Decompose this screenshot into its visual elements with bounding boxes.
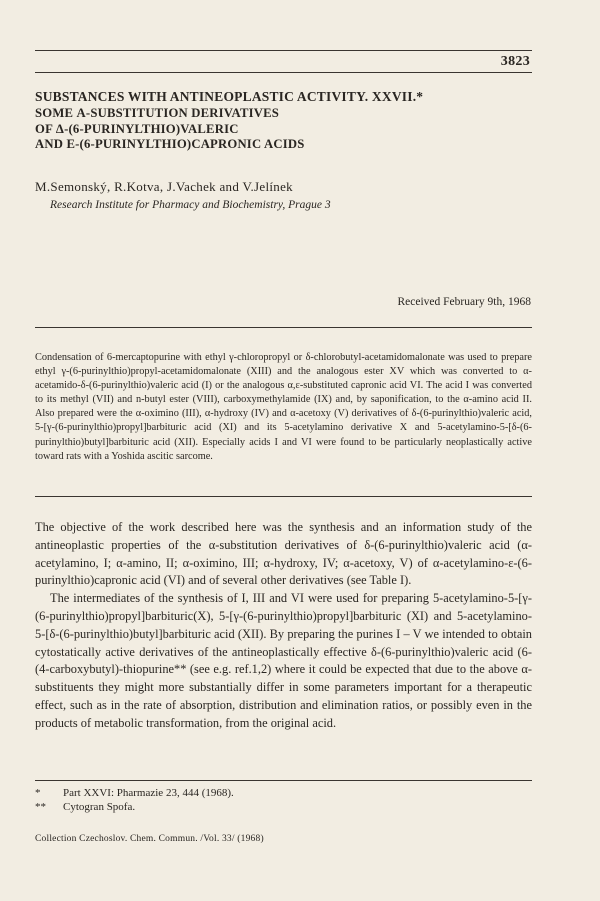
paper-title	[35, 106, 304, 153]
page-number: 3823	[500, 54, 530, 69]
footnote-mark: **	[35, 800, 46, 813]
body-text	[35, 519, 532, 733]
abstract-top-rule	[35, 327, 532, 328]
author-list: M.Semonský, R.Kotva, J.Vachek and V.Jelínek	[35, 179, 293, 194]
footnote	[35, 787, 532, 801]
footnote-text: Part XXVI: Pharmazie 23, 444 (1968).	[63, 787, 234, 799]
footnote	[35, 801, 532, 815]
body-paragraph: The intermediates of the synthesis of I, III and VI were used for preparing 5-acetylamino-5-[γ-(6-purinylthio)propyl]barbituric(X), 5-[γ-(6-purinylthio)propyl]barbituric (XI) and 5-acetylamino-5-[δ-(6-purinylthio)butyl]barbituric acid (XII). By preparing the purines I – V we intended to obtain cytostatically active derivatives of the antineoplastically effective δ-(6-purinylthio)valeric acid (6-(4-carboxybutyl)-thiopurine** (see e.g. ref.1,2) where it could be expected that due to the above α-substituents they might more substantially differ in some parameters important for a therapeutic effect, such as in the rate of absorption, distribution and elimination ratios, or possibly even in the products of metabolic transformation, from the original acid.	[35, 591, 532, 730]
abstract	[35, 351, 532, 464]
footnote-mark: *	[35, 787, 41, 799]
received-date: Received February 9th, 1968	[397, 296, 531, 308]
series-title: SUBSTANCES WITH ANTINEOPLASTIC ACTIVITY. XXVII.*	[35, 89, 424, 104]
paper-title-line: OF Δ-(6-PURINYLTHIO)VALERIC	[35, 121, 239, 136]
header-rule	[35, 72, 532, 73]
body-paragraph: The objective of the work described here was the synthesis and an information study of the antineoplastic properties of the α-substitution derivatives of δ-(6-purinylthio)valeric acid (α-acetylamino, I; α-amino, II; α-oximino, III; α-hydroxy, IV; α-acetoxy, V) of α-acetylamino-ε-(6-purinylthio)capronic acid (VI) and of several other derivatives (see Table I).	[35, 520, 532, 588]
journal-footer: Collection Czechoslov. Chem. Commun. /Vol. 33/ (1968)	[35, 834, 264, 844]
footnote-rule	[35, 780, 532, 781]
paper-title-line: AND Ε-(6-PURINYLTHIO)CAPRONIC ACIDS	[35, 137, 305, 151]
footnotes	[35, 787, 532, 814]
affiliation: Research Institute for Pharmacy and Biochemistry, Prague 3	[50, 199, 331, 211]
paper-title-line: SOME Α-SUBSTITUTION DERIVATIVES	[35, 106, 280, 120]
top-rule	[35, 50, 532, 51]
abstract-bottom-rule	[35, 496, 532, 497]
footnote-text: Cytogran Spofa.	[63, 800, 136, 813]
abstract-text: Condensation of 6-mercaptopurine with ethyl γ-chloropropyl or δ-chlorobutyl-acetamidomalonate was used to prepare ethyl γ-(6-purinylthio)propyl-acetamidomalonate (XIII) and the analogous ester XV which was converted to α-acetamido-δ-(6-purinylthio)valeric acid (I) or the analogous α,ε-substituted capronic acid VI. The acid I was converted to its methyl (VII) and n-butyl ester (VIII), carboxymethylamide (IX) and, by saponification, to the α-amino acid II. Also prepared were the α-oximino (III), α-hydroxy (IV) and α-acetoxy (V) derivatives of δ-(6-purinylthio)valeric acid, 5-[γ-(6-purinylthio)propyl]barbituric acid (XI) and its 5-acetylamino derivative X and 5-acetylamino-5-[δ-(6-purinylthio)butyl]barbituric acid (XII). Especially acids I and VI were found to be particularly neoplastically active toward rats with a Yoshida ascitic sarcome.	[35, 352, 532, 462]
